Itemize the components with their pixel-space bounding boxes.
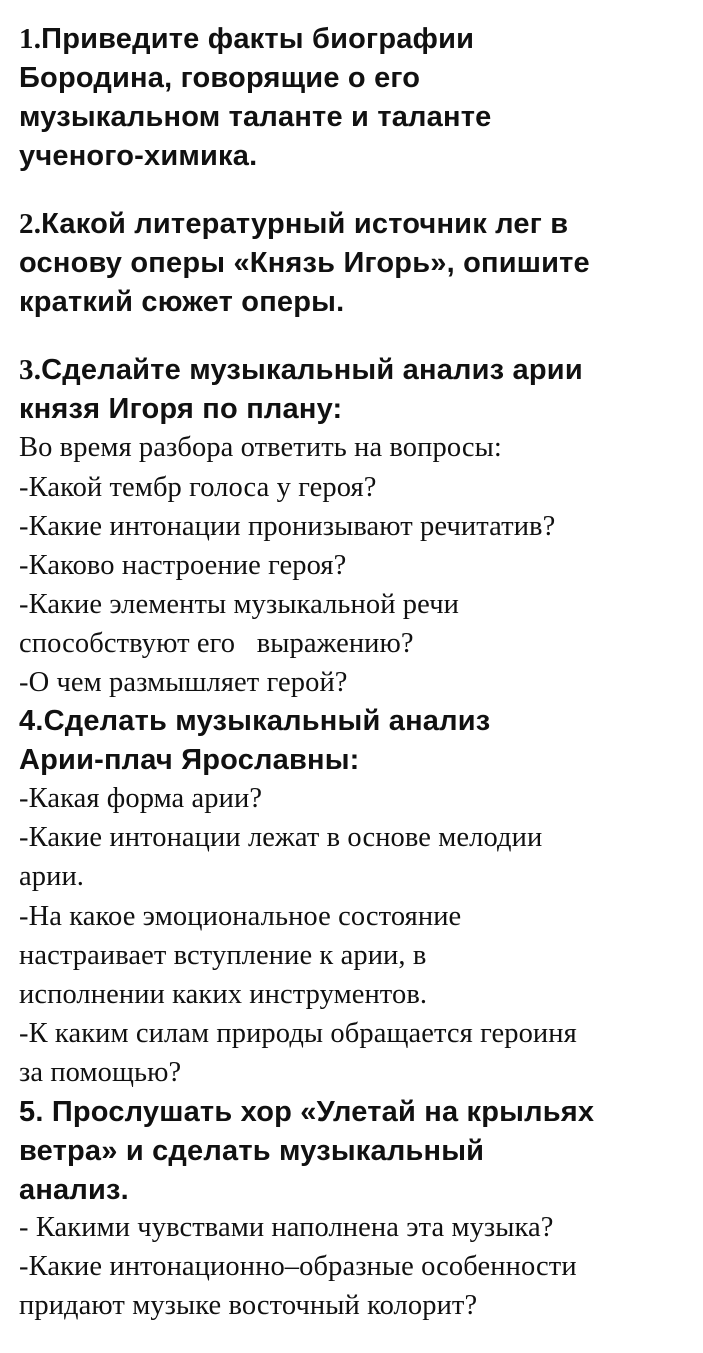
- question-4-body-6: исполнении каких инструментов.: [19, 979, 428, 1010]
- question-1-line-3: музыкальном таланте и таланте: [19, 101, 492, 133]
- question-4-body-7: -К каким силам природы обращается героиня: [19, 1018, 577, 1049]
- question-2-line-3: краткий сюжет оперы.: [19, 286, 345, 318]
- question-3-line-1: 3.Сделайте музыкальный анализ арии: [19, 354, 583, 386]
- question-1-number: 1.: [19, 23, 42, 55]
- question-5-body-2: -Какие интонационно–образные особенности: [19, 1251, 577, 1282]
- question-5-line-1: 5. Прослушать хор «Улетай на крыльях: [19, 1096, 595, 1128]
- question-2-line-2: основу оперы «Князь Игорь», опишите: [19, 247, 590, 279]
- question-3-number: 3.: [19, 354, 42, 386]
- question-4-body-4: -На какое эмоциональное состояние: [19, 901, 462, 932]
- question-4-body-2: -Какие интонации лежат в основе мелодии: [19, 822, 543, 853]
- question-4-body-3: арии.: [19, 861, 85, 892]
- question-5-line-2: ветра» и сделать музыкальный: [19, 1135, 485, 1167]
- question-3-body-4: -Каково настроение героя?: [19, 550, 347, 581]
- question-3-line-2: князя Игоря по плану:: [19, 393, 343, 425]
- question-3-body-7: -О чем размышляет герой?: [19, 667, 348, 698]
- question-4-body-8: за помощью?: [19, 1057, 182, 1088]
- question-3-body-2: -Какой тембр голоса у героя?: [19, 472, 377, 503]
- question-4-line-1: 4.Сделать музыкальный анализ: [19, 705, 491, 737]
- question-3-body-6: способствуют его выражению?: [19, 628, 414, 659]
- question-3-body-1: Во время разбора ответить на вопросы:: [19, 432, 502, 463]
- question-5-body-1: - Какими чувствами наполнена эта музыка?: [19, 1212, 554, 1243]
- question-3-body-5: -Какие элементы музыкальной речи: [19, 589, 459, 620]
- question-1-line-4: ученого-химика.: [19, 140, 258, 172]
- question-1-line-1: 1.Приведите факты биографии: [19, 23, 475, 55]
- question-4-body-1: -Какая форма арии?: [19, 783, 263, 814]
- question-5-body-3: придают музыке восточный колорит?: [19, 1290, 478, 1321]
- question-4-body-5: настраивает вступление к арии, в: [19, 940, 427, 971]
- question-2-line-1: 2.Какой литературный источник лег в: [19, 208, 569, 240]
- question-3-body-3: -Какие интонации пронизывают речитатив?: [19, 511, 556, 542]
- question-4-line-2: Арии-плач Ярославны:: [19, 744, 360, 776]
- question-2-number: 2.: [19, 208, 42, 240]
- question-1-line-2: Бородина, говорящие о его: [19, 62, 421, 94]
- question-5-line-3: анализ.: [19, 1174, 129, 1206]
